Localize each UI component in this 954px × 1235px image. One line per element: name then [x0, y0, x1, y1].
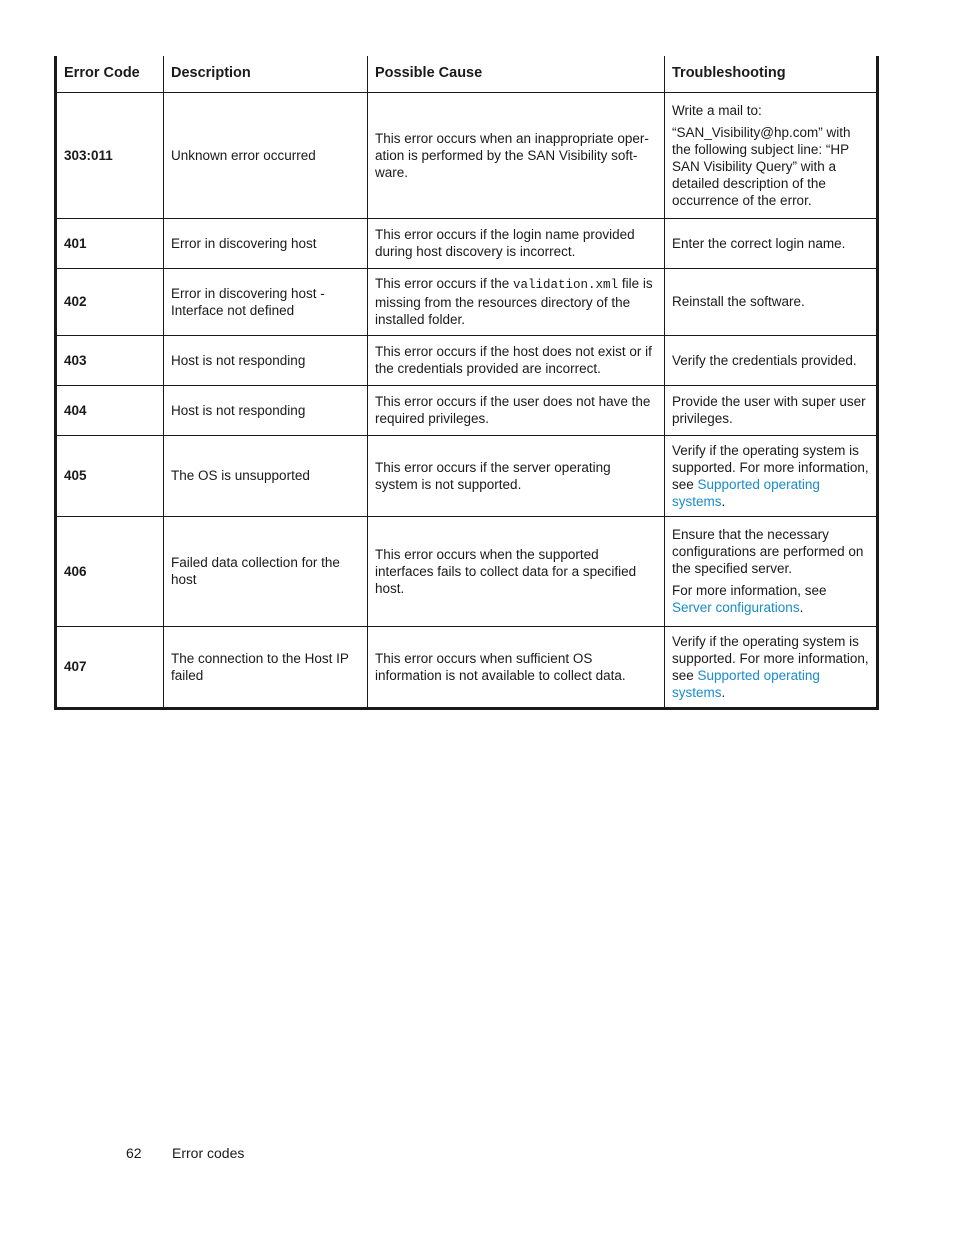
cause-cell: This error occurs if the login name provided during host discovery is incorrect. — [368, 218, 665, 268]
troubleshooting-text: . — [721, 493, 726, 509]
server-configurations-link[interactable]: Server configurations — [672, 600, 800, 615]
filename-code: validation.xml — [513, 278, 619, 292]
page-footer — [126, 1145, 244, 1161]
cause-text: This error occurs if the — [375, 276, 514, 291]
troubleshooting-text: . — [721, 684, 726, 700]
table-row — [56, 385, 878, 435]
cause-cell: This error occurs when an inappropriate operation is performed by the SAN Visibility software. — [368, 92, 665, 218]
table-row — [56, 626, 878, 708]
cause-cell: This error occurs if the host does not exist or if the credentials provided are incorrect. — [368, 335, 665, 385]
troubleshooting-cell: Reinstall the software. — [665, 268, 878, 335]
description-cell: Failed data collection for the host — [164, 516, 368, 626]
description-cell: The OS is unsupported — [164, 435, 368, 516]
table-row — [56, 435, 878, 516]
error-codes-table-container — [54, 56, 876, 710]
table-row — [56, 335, 878, 385]
description-cell: Error in discovering host - Interface not defined — [164, 268, 368, 335]
page-number: 62 — [126, 1145, 142, 1161]
troubleshooting-text: . — [799, 600, 804, 615]
cause-cell: This error occurs if the server operating system is not supported. — [368, 435, 665, 516]
error-code-cell: 403 — [56, 335, 164, 385]
troubleshooting-cell: Provide the user with super user privileges. — [665, 385, 878, 435]
error-code-cell: 402 — [56, 268, 164, 335]
error-code-cell: 404 — [56, 385, 164, 435]
error-code-cell: 407 — [56, 626, 164, 708]
description-cell: Error in discovering host — [164, 218, 368, 268]
troubleshooting-text: For more information, see — [672, 583, 827, 598]
troubleshooting-paragraph — [672, 582, 869, 616]
cause-text: file is missing from the resources directory of the installed folder. — [375, 276, 653, 327]
cause-cell — [368, 268, 665, 335]
troubleshooting-text: Verify if the operating system is supported. For more information, see — [672, 442, 869, 492]
table-header-row — [56, 56, 878, 92]
description-cell: Host is not responding — [164, 335, 368, 385]
error-code-cell: 303:011 — [56, 92, 164, 218]
troubleshooting-cell — [665, 435, 878, 516]
error-code-cell: 401 — [56, 218, 164, 268]
troubleshooting-text: Ensure that the necessary configurations are performed on the specified server. — [672, 527, 864, 576]
troubleshooting-cell — [665, 626, 878, 708]
troubleshooting-cell: Enter the correct login name. — [665, 218, 878, 268]
error-code-cell: 405 — [56, 435, 164, 516]
header-possible-cause: Possible Cause — [368, 56, 665, 92]
troubleshooting-text: Verify if the operating system is supported. For more information, see — [672, 633, 869, 683]
table-row — [56, 92, 878, 218]
cause-cell: This error occurs if the user does not have the required privileges. — [368, 385, 665, 435]
table-row — [56, 516, 878, 626]
footer-section-title: Error codes — [172, 1145, 245, 1161]
description-cell: The connection to the Host IP failed — [164, 626, 368, 708]
supported-os-link[interactable]: Supported operating systems — [672, 476, 820, 509]
description-cell: Unknown error occurred — [164, 92, 368, 218]
error-code-cell: 406 — [56, 516, 164, 626]
header-troubleshooting: Troubleshooting — [665, 56, 878, 92]
troubleshooting-line: Write a mail to: — [672, 102, 762, 118]
cause-cell: This error occurs when sufficient OS information is not available to collect data. — [368, 626, 665, 708]
table-row — [56, 268, 878, 335]
table-row — [56, 218, 878, 268]
troubleshooting-cell — [665, 92, 878, 218]
troubleshooting-cell — [665, 516, 878, 626]
error-codes-table — [54, 56, 879, 710]
header-error-code: Error Code — [56, 56, 164, 92]
description-cell: Host is not responding — [164, 385, 368, 435]
header-description: Description — [164, 56, 368, 92]
cause-cell: This error occurs when the supported interfaces fails to collect data for a specified host. — [368, 516, 665, 626]
troubleshooting-line: “SAN_Visibility@hp.com” with the following subject line: “HP SAN Visibility Query” with a detailed description of the occurrence of the error. — [672, 124, 851, 208]
supported-os-link[interactable]: Supported operating systems — [672, 667, 820, 700]
troubleshooting-cell: Verify the credentials provided. — [665, 335, 878, 385]
